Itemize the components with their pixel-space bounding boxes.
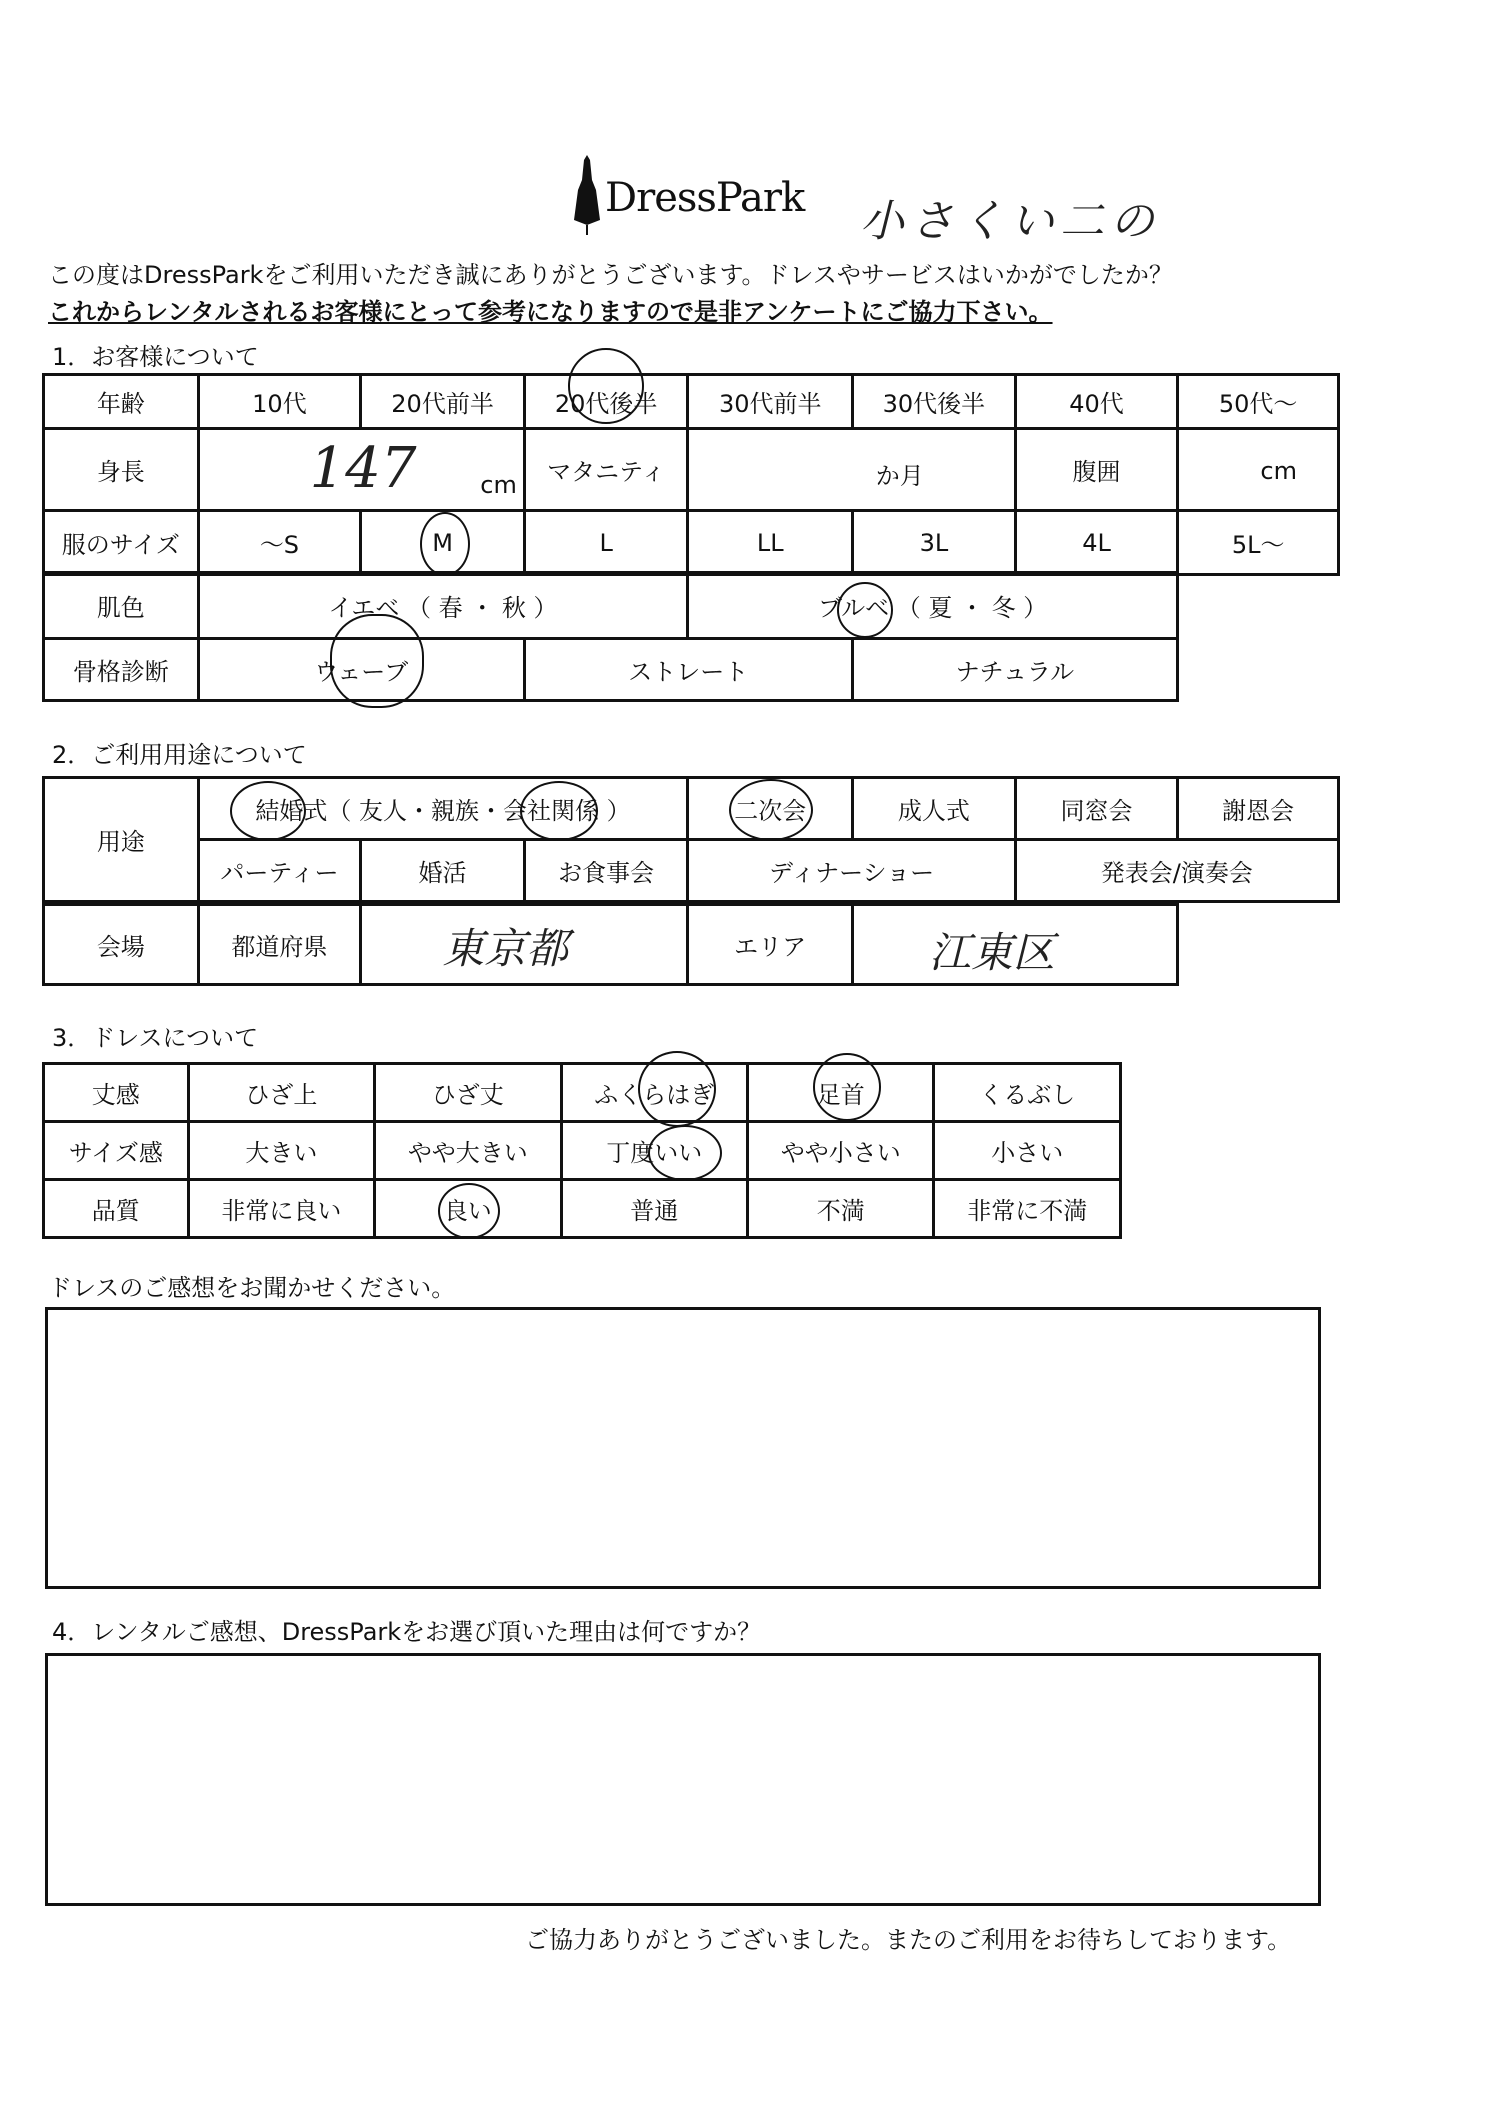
bone-option-selected[interactable]: ウェーブ [198,639,524,701]
height-unit: cm [480,471,517,499]
dress-comment-box[interactable] [45,1307,1321,1589]
fit-option[interactable]: 小さい [934,1122,1121,1180]
maternity-label: マタニティ [524,429,688,511]
fit-option[interactable]: やや小さい [748,1122,934,1180]
section4-title: 4．レンタルご感想、DressParkをお選び頂いた理由は何ですか？ [52,1618,762,1646]
length-option-selected[interactable]: 足首 [748,1064,934,1122]
usage-table [42,776,1340,903]
height-label: 身長 [44,429,199,511]
size-option-selected[interactable]: M [361,511,525,575]
area-field[interactable] [852,905,1177,985]
age-option[interactable]: 20代前半 [361,375,525,429]
quality-option[interactable]: 普通 [561,1180,747,1238]
height-field[interactable] [198,429,524,511]
dress-comment-prompt: ドレスのご感想をお聞かせください。 [48,1274,456,1302]
quality-option[interactable]: 不満 [748,1180,934,1238]
length-option[interactable]: ひざ丈 [375,1064,561,1122]
quality-label: 品質 [44,1180,189,1238]
use-option[interactable]: 発表会/演奏会 [1015,840,1338,902]
skin-bone-table [42,571,1179,702]
waist-unit: cm [1260,457,1297,485]
rental-comment-box[interactable] [45,1653,1321,1906]
waist-label: 腹囲 [1015,429,1178,511]
size-option[interactable]: LL [688,511,853,575]
venue-label: 会場 [44,905,199,985]
age-option[interactable]: 30代後半 [853,375,1016,429]
quality-option[interactable]: 非常に良い [188,1180,374,1238]
pref-label: 都道府県 [198,905,361,985]
section1-title: 1．お客様について [52,343,259,371]
months-label: か月 [875,462,924,490]
fit-label: サイズ感 [44,1122,189,1180]
area-value: 江東区 [928,928,1055,977]
length-option[interactable]: くるぶし [934,1064,1121,1122]
age-option[interactable]: 50代～ [1178,375,1339,429]
fit-option-selected[interactable]: 丁度いい [561,1122,747,1180]
intro-line-1: この度はDressParkをご利用いただき誠にありがとうございます。ドレスやサービスはいかがでしたか？ [48,261,1173,289]
bone-option[interactable]: ナチュラル [852,639,1177,701]
size-option[interactable]: 5L～ [1178,511,1339,575]
pref-field[interactable] [361,905,688,985]
quality-option[interactable]: 非常に不満 [934,1180,1121,1238]
use-option[interactable]: パーティー [198,840,361,902]
use-option[interactable]: 成人式 [853,778,1016,840]
use-option[interactable]: 同窓会 [1015,778,1178,840]
skin-yellow-option[interactable]: イエベ （ 春 ・ 秋 ） [198,573,688,639]
use-label: 用途 [44,778,199,902]
bone-option[interactable]: ストレート [524,639,852,701]
size-option[interactable]: ～S [198,511,361,575]
dress-table [42,1062,1122,1239]
fit-option[interactable]: やや大きい [375,1122,561,1180]
size-label: 服のサイズ [44,511,199,575]
age-label: 年齢 [44,375,199,429]
use-wedding-option[interactable]: 結婚式（ 友人・親族・会社関係 ） [198,778,688,840]
use-option[interactable]: ディナーショー [688,840,1015,902]
skin-label: 肌色 [44,573,199,639]
age-option[interactable]: 30代前半 [688,375,853,429]
section3-title: 3．ドレスについて [52,1024,259,1052]
intro-line-2: これからレンタルされるお客様にとって参考になりますので是非アンケートにご協力下さい。 [48,298,1053,326]
length-option[interactable]: ひざ上 [188,1064,374,1122]
brand-name: DressPark [605,175,805,221]
size-option[interactable]: 4L [1015,511,1178,575]
use-option[interactable]: 婚活 [361,840,525,902]
venue-table [42,903,1179,986]
height-value: 147 [309,436,417,501]
use-option-selected[interactable]: 二次会 [688,778,853,840]
customer-table [42,373,1340,576]
footer-thanks: ご協力ありがとうございました。またのご利用をお待ちしております。 [525,1926,1292,1954]
size-option[interactable]: 3L [853,511,1016,575]
age-option[interactable]: 10代 [198,375,361,429]
maternity-field[interactable] [688,429,1015,511]
section2-title: 2．ご利用用途について [52,741,307,769]
skin-blue-option[interactable]: ブルベ （ 夏 ・ 冬 ） [688,573,1178,639]
length-label: 丈感 [44,1064,189,1122]
handwritten-note: 小さくい二の [860,196,1160,247]
use-option[interactable]: お食事会 [524,840,688,902]
waist-field[interactable] [1178,429,1339,511]
pref-value: 東京都 [442,924,569,973]
length-option-selected[interactable]: ふくらはぎ [561,1064,747,1122]
age-option[interactable]: 40代 [1015,375,1178,429]
size-option[interactable]: L [524,511,688,575]
age-option-selected[interactable]: 20代後半 [524,375,688,429]
dress-logo-icon [572,150,602,240]
use-option[interactable]: 謝恩会 [1178,778,1339,840]
quality-option-selected[interactable]: 良い [375,1180,561,1238]
fit-option[interactable]: 大きい [188,1122,374,1180]
bone-label: 骨格診断 [44,639,199,701]
area-label: エリア [688,905,853,985]
